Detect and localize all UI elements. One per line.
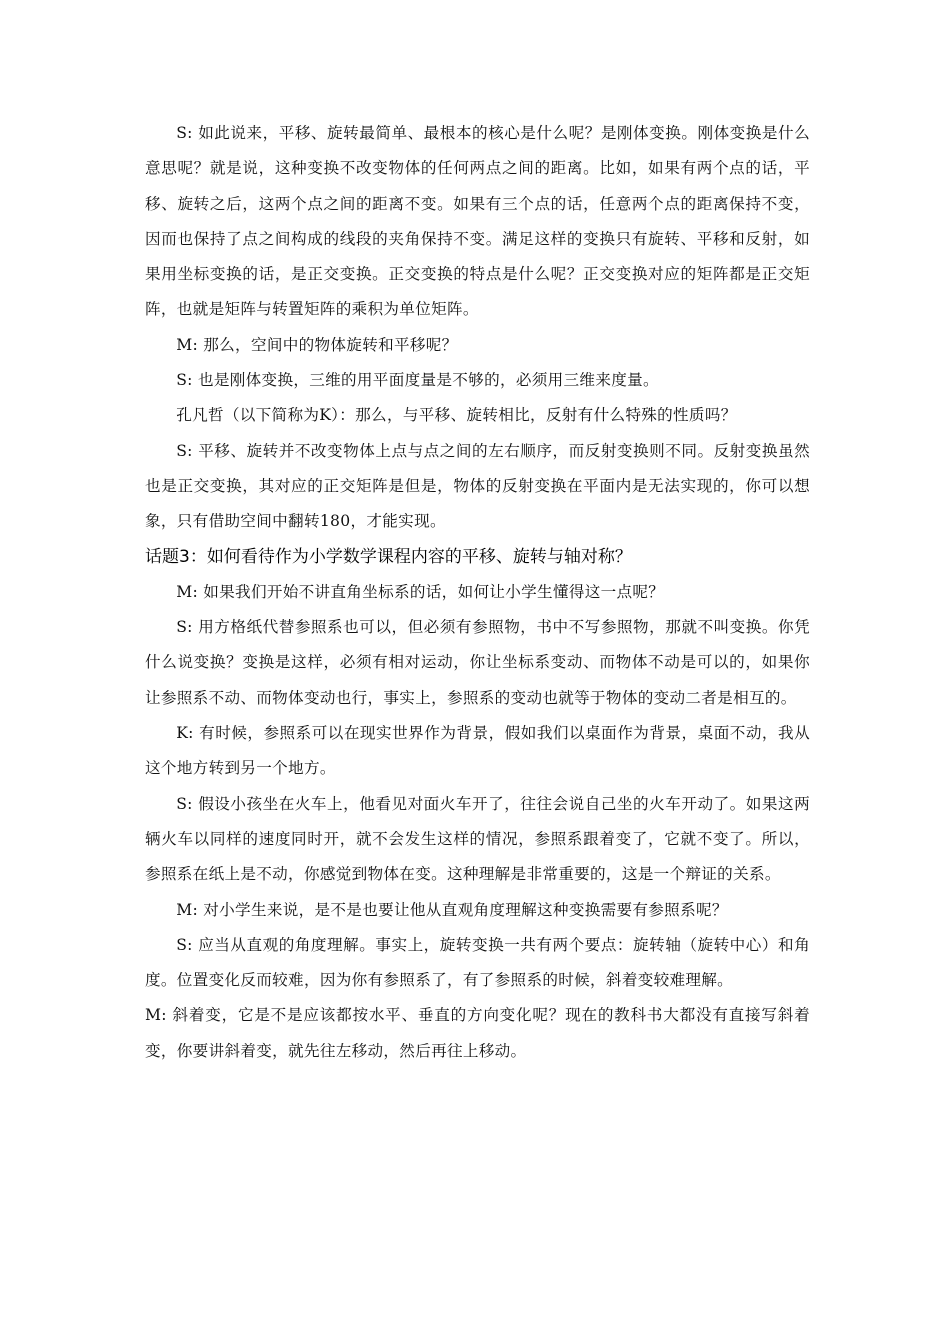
paragraph-s-train-example: S: 假设小孩坐在火车上，他看见对面火车开了，往往会说自己坐的火车开动了。如果这两辆火车以同样的速度同时开，就不会发生这样的情况，参照系跟着变了，它就不变了。所以，参照系在纸上是不动，你感觉到物体在变。这种理解是非常重要的，这是一个辩证的关系。 [145,794,810,884]
document-body [145,116,810,1069]
paragraph-m-coordinate-question: M: 如果我们开始不讲直角坐标系的话，如何让小学生懂得这一点呢？ [176,582,665,601]
paragraph-s-reflection-answer: S: 平移、旋转并不改变物体上点与点之间的左右顺序，而反射变换则不同。反射变换虽然也是正交变换，其对应的正交矩阵是但是，物体的反射变换在平面内是无法实现的，你可以想象，只有借助空间中翻转180，才能实现。 [145,441,810,531]
paragraph-s-rotation-elements: S: 应当从直观的角度理解。事实上，旋转变换一共有两个要点：旋转轴（旋转中心）和角度。位置变化反而较难，因为你有参照系了，有了参照系的时候，斜着变较难理解。 [145,935,810,990]
paragraph-s-3d-answer: S: 也是刚体变换，三维的用平面度量是不够的，必须用三维来度量。 [176,371,659,390]
paragraph-k-desk-background: K: 有时候，参照系可以在现实世界作为背景，假如我们以桌面作为背景，桌面不动，我从这个地方转到另一个地方。 [145,724,810,778]
topic-3-heading: 话题3：如何看待作为小学数学课程内容的平移、旋转与轴对称？ [145,546,632,567]
paragraph-m-diagonal-movement: M: 斜着变，它是不是应该都按水平、垂直的方向变化呢？现在的教科书大都没有直接写斜着变，你要讲斜着变，就先往左移动，然后再往上移动。 [145,1006,810,1060]
paragraph-k-reflection-question: 孔凡哲（以下简称为K）：那么，与平移、旋转相比，反射有什么特殊的性质吗？ [176,406,737,425]
paragraph-m-space-question: M: 那么，空间中的物体旋转和平移呢？ [176,335,458,354]
paragraph-m-intuition-question: M: 对小学生来说，是不是也要让他从直观角度理解这种变换需要有参照系呢？ [176,900,728,919]
paragraph-rigid-transformation: S: 如此说来，平移、旋转最简单、最根本的核心是什么呢？是刚体变换。刚体变换是什么意思呢？就是说，这种变换不改变物体的任何两点之间的距离。比如，如果有两个点的话，平移、旋转之后，这两个点之间的距离不变。如果有三个点的话，任意两个点的距离保持不变，因而也保持了点之间构成的线段的夹角保持不变。满足这样的变换只有旋转、平移和反射，如果用坐标变换的话，是正交变换。正交变换的特点是什么呢？正交变换对应的矩阵都是正交矩阵，也就是矩阵与转置矩阵的乘积为单位矩阵。 [145,124,810,319]
paragraph-s-reference-frame: S: 用方格纸代替参照系也可以，但必须有参照物，书中不写参照物，那就不叫变换。你凭什么说变换？变换是这样，必须有相对运动，你让坐标系变动、而物体不动是可以的，如果你让参照系不动、而物体变动也行，事实上，参照系的变动也就等于物体的变动二者是相互的。 [145,618,810,707]
